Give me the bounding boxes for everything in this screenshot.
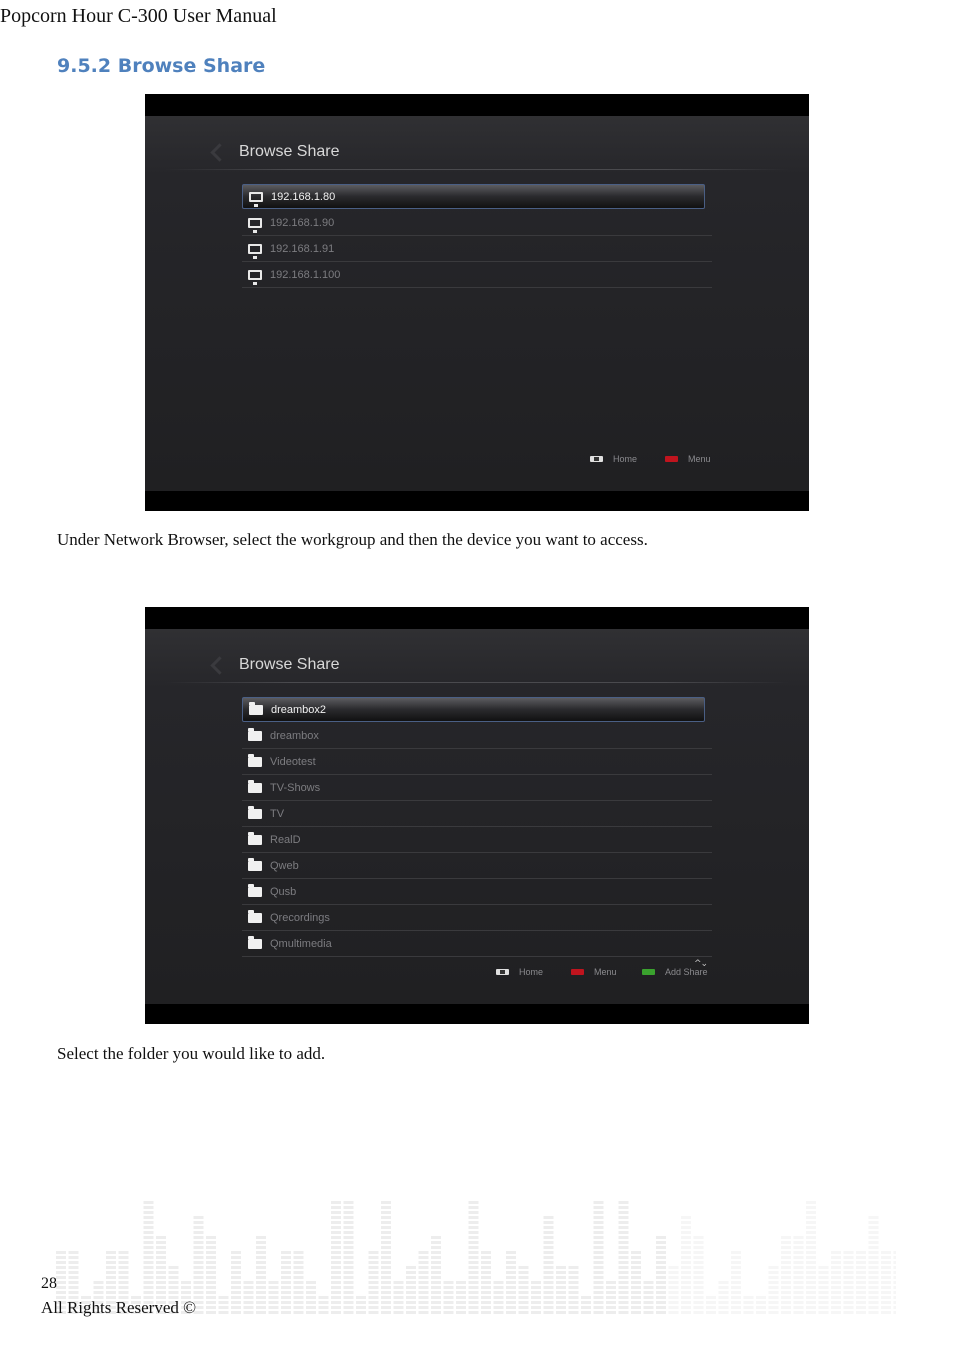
folder-icon — [248, 835, 262, 845]
legend-add-share-label: Add Share — [665, 967, 708, 977]
screen-panel — [145, 629, 809, 1004]
list-item-label: 192.168.1.90 — [270, 216, 335, 229]
list-item-label: RealD — [270, 833, 301, 846]
monitor-icon — [248, 270, 262, 280]
list-item-label: Qweb — [270, 859, 299, 872]
list-item-folder[interactable] — [242, 723, 712, 749]
folder-icon — [249, 705, 263, 715]
list-item-folder[interactable] — [242, 879, 712, 905]
screen-title: Browse Share — [239, 143, 340, 160]
legend-home-label: Home — [519, 967, 544, 977]
legend-home[interactable] — [590, 454, 637, 464]
screenshot-browse-folders — [145, 607, 809, 1024]
scroll-arrows-icon[interactable]: ^⌄ — [694, 959, 708, 969]
folder-icon — [248, 731, 262, 741]
legend-add-share[interactable] — [642, 967, 708, 977]
home-key-icon — [496, 969, 509, 975]
device-list — [242, 184, 712, 288]
list-item-folder[interactable] — [242, 749, 712, 775]
list-item-folder[interactable] — [242, 827, 712, 853]
screen-title: Browse Share — [239, 656, 340, 673]
caption-2: Select the folder you would like to add. — [57, 1044, 326, 1063]
folder-icon — [248, 809, 262, 819]
title-divider — [165, 169, 789, 170]
monitor-icon — [248, 244, 262, 254]
list-item-label: dreambox — [270, 729, 319, 742]
legend-menu-label: Menu — [594, 967, 617, 977]
list-item-label: Qrecordings — [270, 911, 330, 924]
list-item-device[interactable] — [242, 236, 712, 262]
list-item-label: 192.168.1.91 — [270, 242, 335, 255]
list-item-device[interactable] — [242, 210, 712, 236]
page-number: 28 — [41, 1275, 57, 1292]
folder-icon — [248, 887, 262, 897]
rights-notice: All Rights Reserved © — [41, 1298, 197, 1317]
list-item-device-selected[interactable] — [242, 184, 705, 209]
screen-panel — [145, 116, 809, 491]
folder-list — [242, 697, 712, 957]
list-item-label: TV-Shows — [270, 781, 321, 794]
back-chevron-icon[interactable] — [210, 656, 228, 674]
back-chevron-icon[interactable] — [210, 143, 228, 161]
list-item-folder[interactable] — [242, 905, 712, 931]
legend-home-label: Home — [613, 454, 638, 464]
folder-icon — [248, 783, 262, 793]
title-divider — [165, 682, 789, 683]
legend-menu[interactable] — [665, 454, 711, 464]
legend-home[interactable] — [496, 967, 543, 977]
legend-menu[interactable] — [571, 967, 617, 977]
list-item-folder[interactable] — [242, 931, 712, 957]
list-item-label: 192.168.1.80 — [271, 190, 336, 203]
list-item-folder[interactable] — [242, 775, 712, 801]
folder-icon — [248, 861, 262, 871]
list-item-label: 192.168.1.100 — [270, 268, 341, 281]
equalizer-watermark-icon — [56, 1175, 896, 1315]
monitor-icon — [249, 192, 263, 202]
caption-1: Under Network Browser, select the workgroup and then the device you want to access. — [57, 530, 648, 549]
list-item-label: Videotest — [270, 755, 316, 768]
home-key-icon — [590, 456, 603, 462]
list-item-folder[interactable] — [242, 801, 712, 827]
list-item-folder[interactable] — [242, 853, 712, 879]
folder-icon — [248, 913, 262, 923]
screenshot-browse-devices — [145, 94, 809, 511]
list-item-label: TV — [270, 807, 285, 820]
legend-menu-label: Menu — [688, 454, 711, 464]
folder-icon — [248, 757, 262, 767]
folder-icon — [248, 939, 262, 949]
document-header: Popcorn Hour C-300 User Manual — [0, 5, 277, 27]
red-key-icon — [571, 969, 584, 975]
list-item-folder-selected[interactable] — [242, 697, 705, 722]
list-item-label: Qmultimedia — [270, 937, 332, 950]
monitor-icon — [248, 218, 262, 228]
list-item-device[interactable] — [242, 262, 712, 288]
green-key-icon — [642, 969, 655, 975]
red-key-icon — [665, 456, 678, 462]
list-item-label: Qusb — [270, 885, 297, 898]
list-item-label: dreambox2 — [271, 703, 327, 716]
section-title: 9.5.2 Browse Share — [57, 55, 266, 77]
